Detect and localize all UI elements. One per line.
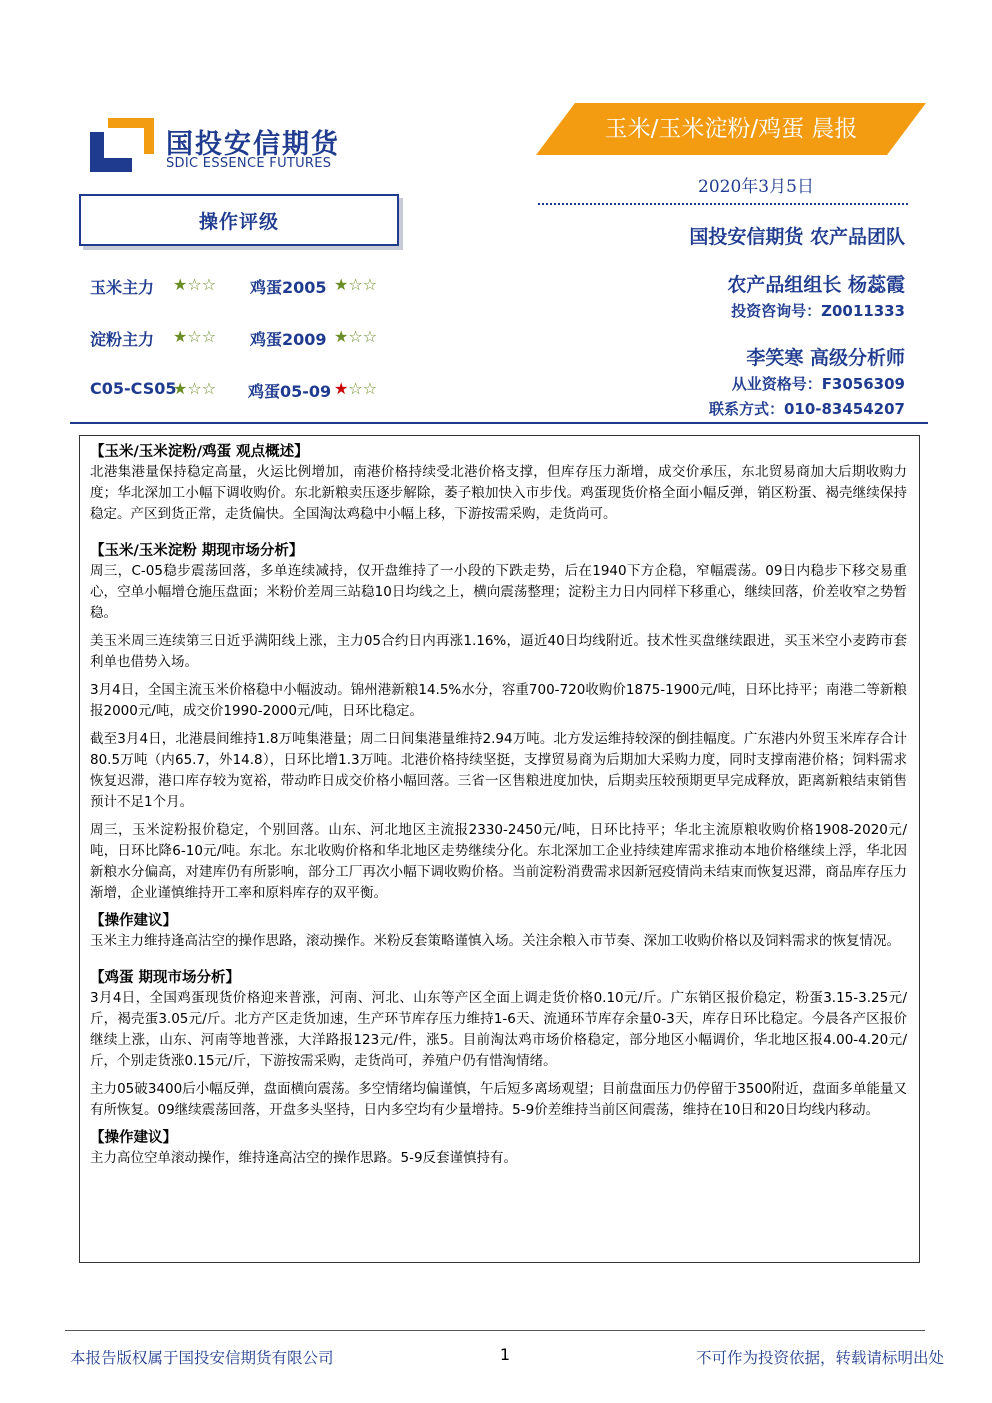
paragraph: 周三，玉米淀粉报价稳定，个别回落。山东、河北地区主流报2330-2450元/吨，日环比持平；华北主流原粮收购价格1908-2020元/吨，日环比降6-10元/吨。东北。东北收购价格和华北地区走势继续分化。东北深加工企业持续建库需求推动本地价格继续上浮，华北因新粮水分偏高，对建库仍有所影响，部分工厂再次小幅下调收购价格。当前淀粉消费需求因新冠疫情尚未结束而恢复迟滞，商品库存压力渐增，企业谨慎维持开工率和原料库存的双平衡。 <box>90 822 907 901</box>
logo-cn-text: 国投安信期货 <box>166 129 340 160</box>
rating-label: 鸡蛋2009 <box>250 330 327 349</box>
paragraph: 3月4日，全国主流玉米价格稳中小幅波动。锦州港新粮14.5%水分，容重700-720收购价1875-1900元/吨，日环比持平；南港二等新粮报2000元/吨，成交价1990-2000元/吨，日环比稳定。 <box>90 682 907 719</box>
team-name: 国投安信期货 农产品团队 <box>689 226 905 248</box>
section-title: 【鸡蛋 期现市场分析】 <box>90 970 241 986</box>
paragraph: 美玉米周三连续第三日近乎满阳线上涨，主力05合约日内再涨1.16%，逼近40日均线附近。技术性买盘继续跟进，买玉米空小麦跨市套利单也借势入场。 <box>90 633 907 670</box>
header-divider <box>70 422 928 424</box>
paragraph: 北港集港量保持稳定高量，火运比例增加，南港价格持续受北港价格支撑，但库存压力渐增，成交价承压，东北贸易商加大后期收购力度；华北深加工小幅下调收购价。东北新粮卖压逐步解除，萎子粮加快入市步伐。鸡蛋现货价格全面小幅反弹，销区粉蛋、褐壳继续保持稳定。产区到货正常，走货偏快。全国淘汰鸡稳中小幅上移，下游按需采购，走货尚可。 <box>90 464 907 522</box>
star-filled-icon: ★ <box>173 379 188 398</box>
paragraph: 主力高位空单滚动操作，维持逢高沽空的操作思路。5-9反套谨慎持有。 <box>90 1150 518 1166</box>
company-logo-mark <box>90 118 154 172</box>
star-empty-icon: ☆☆ <box>187 275 217 294</box>
footer-divider <box>65 1330 925 1331</box>
rating-stars <box>173 379 216 398</box>
logo-en-text: SDIC ESSENCE FUTURES <box>166 156 332 171</box>
rating-title: 操作评级 <box>198 210 279 233</box>
star-empty-icon: ☆☆ <box>187 379 217 398</box>
analyst1-id: 投资咨询号：Z0011333 <box>731 302 905 320</box>
section-title: 【玉米/玉米淀粉/鸡蛋 观点概述】 <box>90 444 309 460</box>
paragraph: 3月4日，全国鸡蛋现货价格迎来普涨，河南、河北、山东等产区全面上调走货价格0.10元/斤。广东销区报价稳定，粉蛋3.15-3.25元/斤，褐壳蛋3.05元/斤。北方产区走货加速，生产环节库存压力维持1-6天、流通环节库存余量0-3天，库存日环比稳定。今晨各产区报价继续上涨，山东、河南等地普涨，大洋路报123元/件，涨5。目前淘汰鸡市场价格稳定，部分地区小幅调价，华北地区报4.00-4.20元/斤，个别走货涨0.15元/斤，下游按需采购，走货尚可，养殖户仍有惜淘情绪。 <box>90 990 907 1069</box>
star-filled-icon: ★ <box>173 275 188 294</box>
section-title: 【操作建议】 <box>90 1130 177 1146</box>
rating-label: 淀粉主力 <box>90 330 155 349</box>
star-filled-icon: ★ <box>334 275 349 294</box>
star-filled-icon: ★ <box>334 379 349 398</box>
star-empty-icon: ☆☆ <box>348 379 378 398</box>
paragraph: 周三，C-05稳步震荡回落，多单连续减持，仅开盘维持了一小段的下跌走势，后在1940下方企稳，窄幅震荡。09日内稳步下移交易重心，空单小幅增仓施压盘面；米粉价差周三站稳10日均线之上，横向震荡整理；淀粉主力日内同样下移重心，继续回落，价差收窄之势暂稳。 <box>90 563 907 621</box>
rating-stars <box>334 379 377 398</box>
footer-copyright: 本报告版权属于国投安信期货有限公司 <box>70 1349 334 1367</box>
paragraph: 主力05破3400后小幅反弹，盘面横向震荡。多空情绪均偏谨慎，午后短多离场观望；目前盘面压力仍停留于3500附近，盘面多单能量又有所恢复。09继续震荡回落，开盘多头坚持，日内多空均有少量增持。5-9价差维持当前区间震荡，维持在10日和20日均线内移动。 <box>90 1081 907 1118</box>
star-empty-icon: ☆☆ <box>348 327 378 346</box>
star-empty-icon: ☆☆ <box>348 275 378 294</box>
star-empty-icon: ☆☆ <box>187 327 217 346</box>
footer-disclaimer: 不可作为投资依据，转载请标明出处 <box>695 1349 944 1367</box>
dotted-divider <box>538 203 908 205</box>
rating-label: 鸡蛋2005 <box>250 278 327 297</box>
star-filled-icon: ★ <box>173 327 188 346</box>
section-title: 【操作建议】 <box>90 913 177 929</box>
rating-stars <box>173 327 216 346</box>
contact-info: 联系方式：010-83454207 <box>708 400 905 418</box>
section-title: 【玉米/玉米淀粉 期现市场分析】 <box>90 543 304 559</box>
analyst2-title: 李笑寒 高级分析师 <box>746 347 905 369</box>
analyst2-id: 从业资格号：F3056309 <box>731 375 905 393</box>
rating-stars <box>334 275 377 294</box>
rating-label: 鸡蛋05-09 <box>248 382 332 401</box>
rating-label: C05-CS05 <box>90 379 177 398</box>
paragraph: 玉米主力维持逢高沽空的操作思路，滚动操作。米粉反套策略谨慎入场。关注余粮入市节奏、深加工收购价格以及饲料需求的恢复情况。 <box>90 933 900 949</box>
page-number: 1 <box>499 1345 511 1364</box>
paragraph: 截至3月4日，北港晨间维持1.8万吨集港量；周二日间集港量维持2.94万吨。北方发运维持较深的倒挂幅度。广东港内外贸玉米库存合计80.5万吨（内65.7，外14.8），日环比增1.3万吨。北港价格持续坚挺，支撑贸易商为后期加大采购力度，同时支撑南港价格；饲料需求恢复迟滞，港口库存较为宽裕，带动昨日成交价格小幅回落。三省一区售粮进度加快，后期卖压较预期更早完成释放，距离新粮结束销售预计不足1个月。 <box>90 731 907 810</box>
rating-stars <box>334 327 377 346</box>
analyst1-title: 农产品组组长 杨蕊霞 <box>727 274 905 296</box>
report-body <box>79 435 920 1263</box>
report-date: 2020年3月5日 <box>698 177 814 197</box>
star-filled-icon: ★ <box>334 327 349 346</box>
rating-label: 玉米主力 <box>90 278 155 297</box>
report-title: 玉米/玉米淀粉/鸡蛋 晨报 <box>604 116 858 142</box>
rating-stars <box>173 275 216 294</box>
rating-box <box>79 194 399 246</box>
